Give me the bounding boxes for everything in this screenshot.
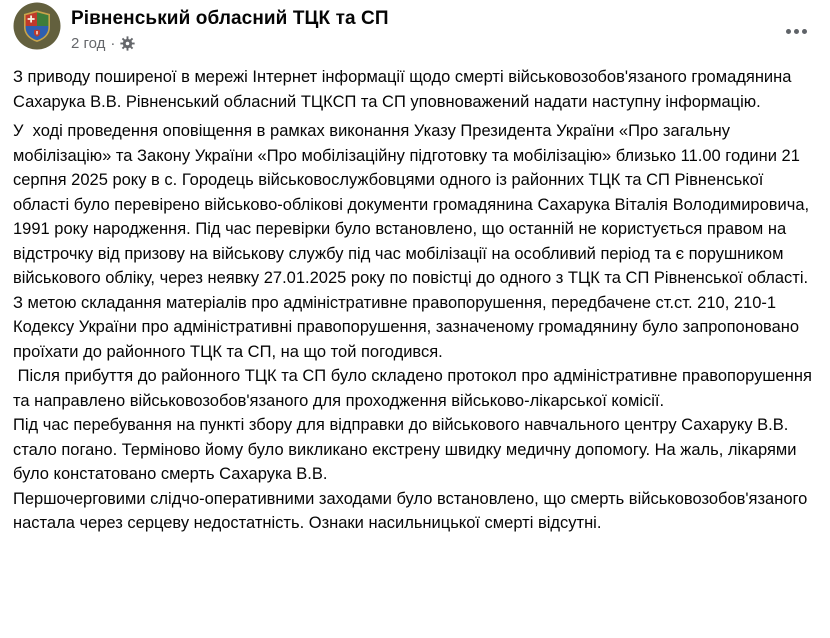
privacy-gear-icon <box>120 36 135 51</box>
three-dots-icon <box>786 29 791 34</box>
post-paragraph: З метою складання матеріалів про адміністративне правопорушення, передбачене ст.ст. 210, 210-1 Кодексу України про адміністративні правопорушення, зазначеному громадянину було запропоновано проїхати до районного ТЦК та СП, на що той погодився. <box>13 293 804 361</box>
post-paragraph: Першочерговими слідчо-оперативними заходами було встановлено, що смерть військовозобов'язаного настала через серцеву недостатність. Ознаки насильницької смерті відсутні. <box>13 489 812 532</box>
header-info <box>71 2 389 53</box>
post-body <box>0 53 830 536</box>
timestamp-link[interactable]: 2 год <box>71 35 106 52</box>
post-meta <box>71 34 389 53</box>
page-name-link[interactable]: Рівненський обласний ТЦК та СП <box>71 8 389 29</box>
post-paragraph: Після прибуття до районного ТЦК та СП було складено протокол про адміністративне правопорушення та направлено військовозобов'язаного для проходження військово-лікарської комісії. <box>13 367 817 410</box>
post-paragraph: У ході проведення оповіщення в рамках виконання Указу Президента України «Про загальну мобілізацію» та Закону України «Про мобілізаційну підготовку та мобілізацію» близько 11.00 години 21 серпня 2025 року в с. Городець військовослужбовцями одного із районних ТЦК та СП Рівненської області було перевірено військово-облікові документи громадянина Сахарука Віталія Володимировича, 1991 року народження. Під час перевірки було встановлено, що останній не користується правом на відстрочку від призову на військову службу під час мобілізації на особливий період та є порушником військового обліку, через неявку 27.01.2025 року по повістці до одного з ТЦК та СП Рівненської області. <box>13 122 814 287</box>
post-paragraph: Під час перебування на пункті збору для відправки до військового навчального центру Сахаруку В.В. стало погано. Терміново йому було викликано екстрену швидку медичну допомогу. На жаль, лікарями було констатовано смерть Сахарука В.В. <box>13 416 802 483</box>
more-options-button[interactable] <box>776 16 816 46</box>
avatar[interactable] <box>13 2 61 50</box>
post-header <box>0 0 830 53</box>
tcc-emblem-icon <box>13 2 61 50</box>
post-paragraph: З приводу поширеної в мережі Інтернет інформації щодо смерті військовозобов'язаного громадянина Сахарука В.В. Рівненський обласний ТЦКСП та СП уповноважений надати наступну інформацію. <box>13 68 801 111</box>
meta-separator: · <box>110 35 116 52</box>
